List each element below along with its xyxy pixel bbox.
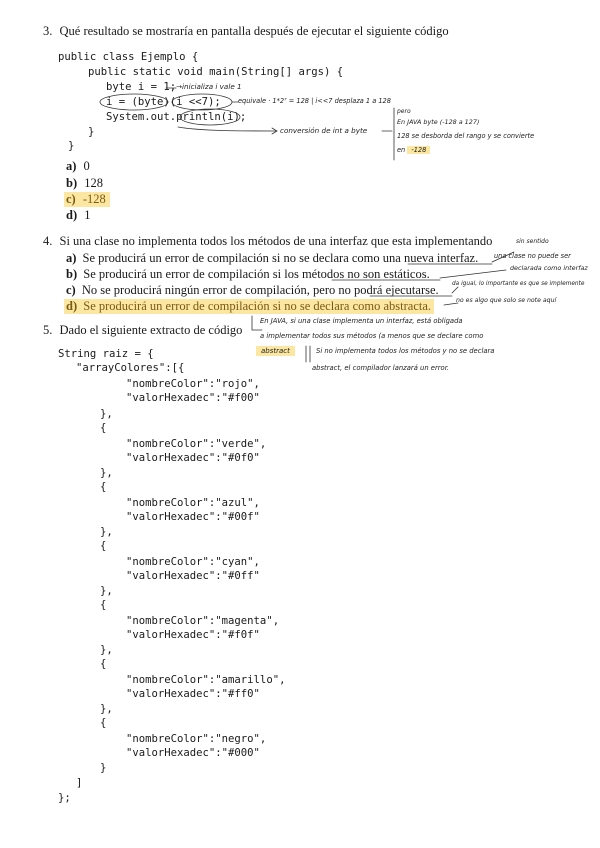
q5-color-2-name: "nombreColor":"verde", (126, 438, 267, 450)
q5-heading (43, 323, 242, 338)
q3-note-conversion: conversión de int a byte (280, 126, 368, 135)
q5-brace-close-6: }, (100, 703, 113, 715)
q3-option-d-label: d) (66, 208, 78, 222)
q3-option-d-text: 1 (84, 208, 91, 222)
q4-option-a-label: a) (66, 251, 77, 265)
q5-color-5-hex: "valorHexadec":"#f0f" (126, 629, 260, 641)
q5-brace-close-4: }, (100, 585, 113, 597)
q5-text: Dado el siguiente extracto de código (59, 323, 243, 337)
q3-note-box-3 (397, 146, 430, 154)
q4-note-a2: una clase no puede ser (494, 252, 571, 260)
q4-option-d-label: d) (66, 299, 78, 313)
q4-exp-4: abstract, el compilador lanzará un error. (312, 364, 450, 372)
q5-brace-open-2: { (100, 422, 107, 434)
q5-last-close: } (100, 762, 107, 774)
arrow-q4-c (452, 287, 458, 293)
q3-note-box-3-highlight: -128 (407, 146, 430, 154)
q3-option-b-label: b) (66, 176, 78, 190)
q4-exp-3: Si no implementa todos los métodos y no se declara (316, 347, 495, 355)
q5-brace-open-5: { (100, 599, 107, 611)
q3-code-line-5: System.out.println(i); (106, 111, 247, 123)
q3-note-box-2: 128 se desborda del rango y se convierte (397, 132, 535, 140)
q4-exp-3-highlight: abstract (256, 346, 295, 356)
q4-note-d1: no es algo que solo se note aquí (456, 297, 557, 304)
q3-note-box-3-text: en (397, 146, 406, 154)
q5-color-3-hex: "valorHexadec":"#00f" (126, 511, 260, 523)
q5-color-6-hex: "valorHexadec":"#ff0" (126, 688, 260, 700)
q5-brace-open-4: { (100, 540, 107, 552)
q3-option-a-label: a) (66, 159, 77, 173)
q3-note-box-top: pero (397, 108, 411, 115)
q3-code-line-2: public static void main(String[] args) { (88, 66, 344, 78)
q4-text: Si una clase no implementa todos los métodos de una interfaz que esta implementando (59, 234, 493, 248)
q5-color-4-hex: "valorHexadec":"#0ff" (126, 570, 260, 582)
q3-option-a-text: 0 (83, 159, 90, 173)
q5-brace-open-6: { (100, 658, 107, 670)
q4-exp-2: a implementar todos sus métodos (a menos que se declare como (260, 332, 484, 340)
q4-option-c-text: No se producirá ningún error de compilación, pero no podrá ejecutarse. (81, 283, 439, 297)
q3-option-c-label: c) (66, 192, 76, 206)
q4-heading (43, 234, 492, 249)
q4-option-d[interactable] (64, 299, 434, 314)
q5-array-close: ] (76, 777, 83, 789)
q3-option-b[interactable] (66, 176, 103, 191)
q4-option-b-label: b) (66, 267, 78, 281)
q3-note-init: →inicializa i vale 1 (176, 82, 242, 91)
q3-heading (43, 24, 449, 39)
q3-code-line-1: public class Ejemplo { (58, 51, 199, 63)
q3-text: Qué resultado se mostraría en pantalla después de ejecutar el siguiente código (59, 24, 449, 38)
q5-array-key: "arrayColores":[{ (76, 362, 185, 374)
arrow-conversion (178, 127, 276, 131)
q5-brace-open-3: { (100, 481, 107, 493)
q4-option-a[interactable] (66, 251, 478, 266)
q3-note-equiv: equivale · 1*2⁷ = 128 | i<<7 desplaza 1 a 128 (238, 97, 391, 105)
q4-option-b[interactable] (66, 267, 430, 282)
q3-option-c-text: -128 (82, 192, 106, 206)
q3-code-line-7: } (68, 140, 75, 152)
q5-color-5-name: "nombreColor":"magenta", (126, 615, 280, 627)
q5-color-1-hex: "valorHexadec":"#f00" (126, 392, 260, 404)
q4-note-a1: sin sentido (516, 238, 549, 245)
q5-brace-close-3: }, (100, 526, 113, 538)
q5-color-7-name: "nombreColor":"negro", (126, 733, 267, 745)
q3-option-d[interactable] (66, 208, 91, 223)
q4-option-b-text: Se producirá un error de compilación si los métodos no son estáticos. (83, 267, 430, 281)
q5-brace-close-5: }, (100, 644, 113, 656)
arrow-q4-b (440, 270, 506, 278)
q3-code-line-3: byte i = 1; (106, 81, 177, 93)
q5-brace-close-1: }, (100, 408, 113, 420)
q3-number: 3. (43, 24, 53, 38)
q4-option-c-label: c) (66, 283, 76, 297)
q5-code-end: }; (58, 792, 71, 804)
q3-option-c[interactable] (64, 192, 110, 207)
q5-code-open: String raiz = { (58, 348, 154, 360)
q4-exp-1: En JAVA, si una clase implementa un interfaz, está obligada (260, 317, 463, 325)
q5-color-2-hex: "valorHexadec":"#0f0" (126, 452, 260, 464)
q5-brace-open-7: { (100, 717, 107, 729)
q5-color-4-name: "nombreColor":"cyan", (126, 556, 260, 568)
q3-note-box-1: En JAVA byte (-128 a 127) (397, 118, 480, 126)
q5-color-6-name: "nombreColor":"amarillo", (126, 674, 286, 686)
q5-color-3-name: "nombreColor":"azul", (126, 497, 260, 509)
q3-code-line-4: i = (byte)(i <<7); (106, 96, 221, 108)
q3-option-a[interactable] (66, 159, 90, 174)
arrow-conversion-head (272, 128, 277, 134)
q5-color-7-hex: "valorHexadec":"#000" (126, 747, 260, 759)
q5-number: 5. (43, 323, 53, 337)
q4-option-c[interactable] (66, 283, 439, 298)
q4-option-d-text: Se producirá un error de compilación si no se declara como abstracta. (83, 299, 432, 313)
q4-number: 4. (43, 234, 53, 248)
q3-option-b-text: 128 (84, 176, 103, 190)
q5-brace-close-2: }, (100, 467, 113, 479)
q4-note-b1: declarada como interfaz (510, 264, 588, 272)
q5-color-1-name: "nombreColor":"rojo", (126, 378, 260, 390)
q3-code-line-6: } (88, 126, 95, 138)
q4-option-a-text: Se producirá un error de compilación si no se declara como una nueva interfaz. (82, 251, 479, 265)
exp-divider (306, 346, 310, 362)
q4-note-c1: da igual, lo importante es que se implemente (452, 281, 585, 287)
